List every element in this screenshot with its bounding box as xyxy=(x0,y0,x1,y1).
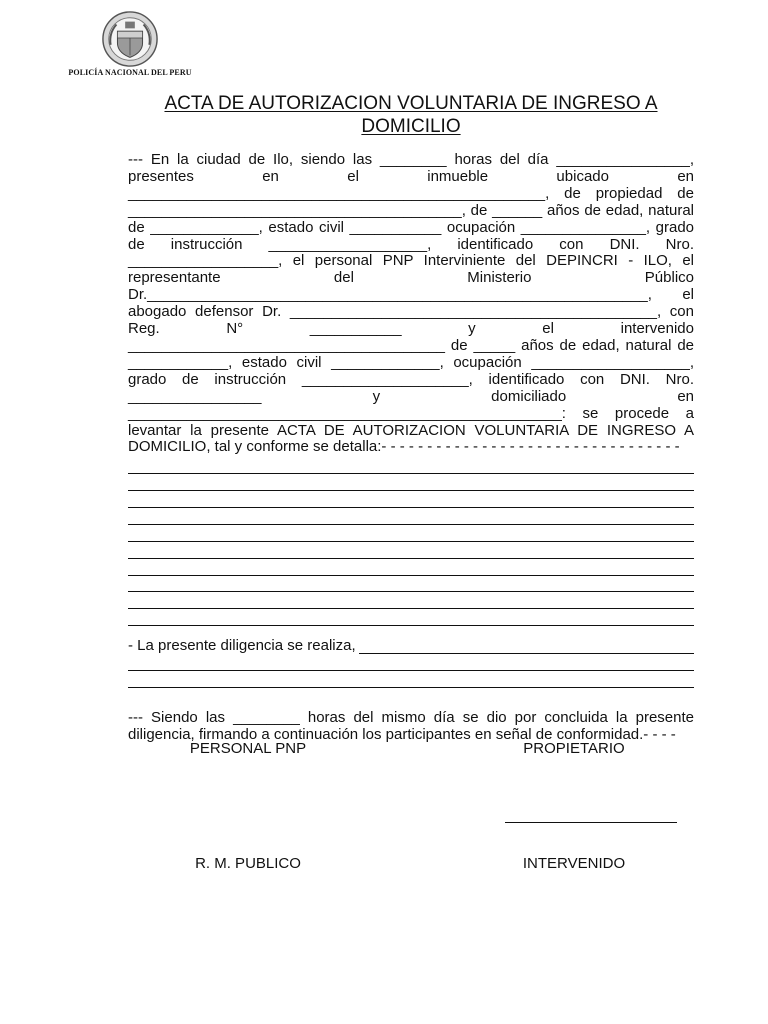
detail-lines xyxy=(128,457,694,626)
signature-line xyxy=(505,822,677,823)
blank-line xyxy=(128,491,694,508)
letterhead xyxy=(60,10,200,77)
signature-ministerio-publico: R. M. PUBLICO xyxy=(195,855,301,872)
blank-line xyxy=(128,457,694,474)
signature-personal-pnp: PERSONAL PNP xyxy=(189,740,307,757)
document-body xyxy=(128,152,694,744)
diligence-extra-lines xyxy=(128,654,694,688)
blank-line xyxy=(128,542,694,559)
blank-line xyxy=(128,508,694,525)
closing-paragraph: --- Siendo las ________ horas del mismo día se dio por concluida la presente diligencia, firmando a continuación los participantes en señal de conformidad.- - - - xyxy=(128,709,694,743)
pnp-seal-icon xyxy=(101,10,159,68)
blank-line xyxy=(128,559,694,576)
blank-line xyxy=(128,576,694,593)
diligence-label: - La presente diligencia se realiza, xyxy=(128,637,356,655)
diligence-line xyxy=(128,637,694,654)
blank-line xyxy=(128,609,694,626)
blank-line xyxy=(128,671,694,688)
blank-line xyxy=(128,525,694,542)
blank-line xyxy=(128,592,694,609)
institution-name: POLICÍA NACIONAL DEL PERU xyxy=(68,68,192,77)
signature-intervenido: INTERVENIDO xyxy=(522,855,626,872)
signature-row-2 xyxy=(128,855,694,872)
signature-propietario: PROPIETARIO xyxy=(523,740,625,757)
document-title: ACTA DE AUTORIZACION VOLUNTARIA DE INGRESO A DOMICILIO xyxy=(164,93,658,137)
signature-row-1 xyxy=(128,740,694,757)
main-paragraph: --- En la ciudad de Ilo, siendo las ________ horas del día ________________, presentes en el inmueble ubicado en __________________________________________________, de propiedad de ________________________________________, de ______ años de edad, natural de _____________, estado civil ___________ ocupación _______________, grado de instrucción ___________________, identificado con DNI. Nro. __________________, el personal PNP Interviniente del DEPINCRI - ILO, el representante del Ministerio Público Dr.____________________________________________________________, el abogado defensor Dr. ____________________________________________, con Reg. N° ___________ y el intervenido ______________________________________ de _____ años de edad, natural de ____________, estado civil _____________, ocupación ___________________, grado de instrucción ____________________, identificado con DNI. Nro. ________________ y domiciliado en ____________________________________________________: se procede a levantar la presente ACTA DE AUTORIZACION VOLUNTARIA DE INGRESO A DOMICILIO, tal y conforme se detalla:- - - - - - - - - - - - - - - - - - - - - - - - - - - - - - - - - xyxy=(128,151,694,456)
blank-line xyxy=(128,654,694,671)
blank-line xyxy=(128,474,694,491)
